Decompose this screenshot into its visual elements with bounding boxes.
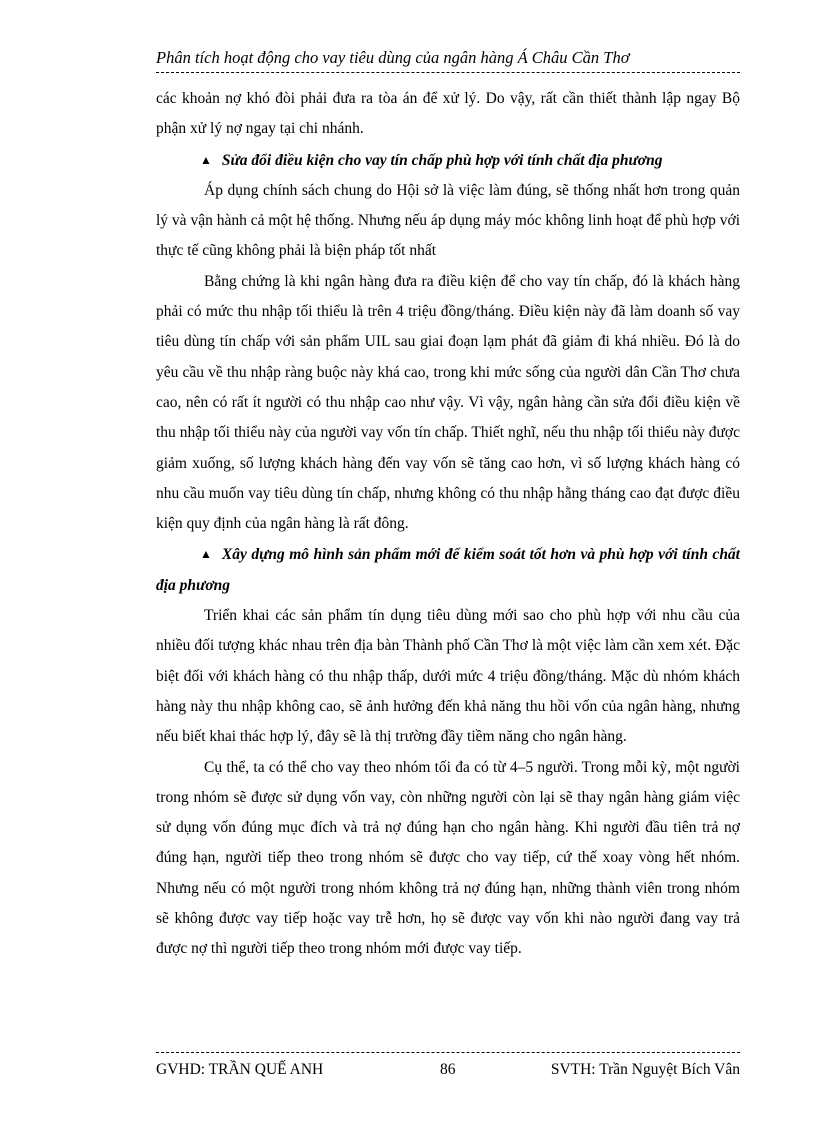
section-heading-2 bbox=[156, 539, 740, 601]
footer-divider bbox=[156, 1052, 740, 1053]
paragraph-1: các khoản nợ khó đòi phải đưa ra tòa án để xử lý. Do vậy, rất cần thiết thành lập ngay Bộ phận xử lý nợ ngay tại chi nhánh. bbox=[156, 90, 740, 138]
section-heading-1 bbox=[156, 145, 740, 176]
triangle-up-icon: ▲ bbox=[200, 547, 212, 562]
section-heading-1-text: Sửa đổi điều kiện cho vay tín chấp phù hợp với tính chất địa phương bbox=[221, 151, 663, 169]
paragraph-2: Áp dụng chính sách chung do Hội sở là việc làm đúng, sẽ thống nhất hơn trong quản lý và vận hành cả một hệ thống. Nhưng nếu áp dụng máy móc không linh hoạt để phù hợp với thực tế cũng không phải là biện pháp tốt nhất bbox=[156, 181, 740, 260]
footer-page-number: 86 bbox=[440, 1061, 456, 1078]
page-header-title: Phân tích hoạt động cho vay tiêu dùng của ngân hàng Á Châu Cần Thơ bbox=[156, 48, 630, 67]
section-heading-2-text: Xây dựng mô hình sản phẩm mới để kiểm soát tốt hơn và phù hợp với tính chất địa phương bbox=[156, 546, 740, 594]
paragraph-3: Bằng chứng là khi ngân hàng đưa ra điều kiện để cho vay tín chấp, đó là khách hàng phải có mức thu nhập tối thiểu là trên 4 triệu đồng/tháng. Điều kiện này đã làm doanh số vay tiêu dùng tín chấp với sản phẩm UIL sau giai đoạn lạm phát đã giảm đi khá nhiều. Đó là do yêu cầu về thu nhập ràng buộc này khá cao, trong khi mức sống của người dân Cần Thơ chưa cao, nên có rất ít người có thu nhập cao như vậy. Vì vậy, ngân hàng cần sửa đổi điều kiện về thu nhập tối thiểu này của người vay vốn tín chấp. Thiết nghĩ, nếu thu nhập tối thiểu này được giảm xuống, số lượng khách hàng đến vay vốn sẽ tăng cao hơn, vì số lượng khách hàng có nhu cầu muốn vay tiêu dùng tín chấp, nhưng không có thu nhập hằng tháng cao đạt được điều kiện quy định của ngân hàng là rất đông. bbox=[156, 272, 740, 533]
footer-student: SVTH: Trần Nguyệt Bích Vân bbox=[550, 1061, 740, 1078]
paragraph-5: Cụ thể, ta có thể cho vay theo nhóm tối đa có từ 4–5 người. Trong mỗi kỳ, một người trong nhóm sẽ được sử dụng vốn vay, còn những người còn lại sẽ thay ngân hàng giám việc sử dụng vốn đúng mục đích và trả nợ đúng hạn cho ngân hàng. Khi người đầu tiên trả nợ đúng hạn, người tiếp theo trong nhóm sẽ được cho vay tiếp, cứ thế xoay vòng hết nhóm. Nhưng nếu có một người trong nhóm không trả nợ đúng hạn, những thành viên trong nhóm sẽ không được vay tiếp hoặc vay trễ hơn, họ sẽ được vay vốn khi nào người đang vay trả được nợ thì người tiếp theo trong nhóm mới được vay tiếp. bbox=[156, 758, 740, 958]
footer-instructor: GVHD: TRẦN QUẾ ANH bbox=[156, 1061, 324, 1078]
triangle-up-icon: ▲ bbox=[200, 152, 212, 167]
paragraph-4: Triển khai các sản phẩm tín dụng tiêu dùng mới sao cho phù hợp với nhu cầu của nhiều đối tượng khác nhau trên địa bàn Thành phố Cần Thơ là một việc làm cần xem xét. Đặc biệt đối với khách hàng có thu nhập thấp, dưới mức 4 triệu đồng/tháng. Mặc dù nhóm khách hàng này thu nhập không cao, sẽ ảnh hưởng đến khả năng thu hồi vốn của ngân hàng, nhưng nếu biết khai thác hợp lý, đây sẽ là thị trường đầy tiềm năng cho ngân hàng. bbox=[156, 607, 740, 746]
page-body bbox=[156, 84, 740, 965]
header-divider bbox=[156, 72, 740, 73]
